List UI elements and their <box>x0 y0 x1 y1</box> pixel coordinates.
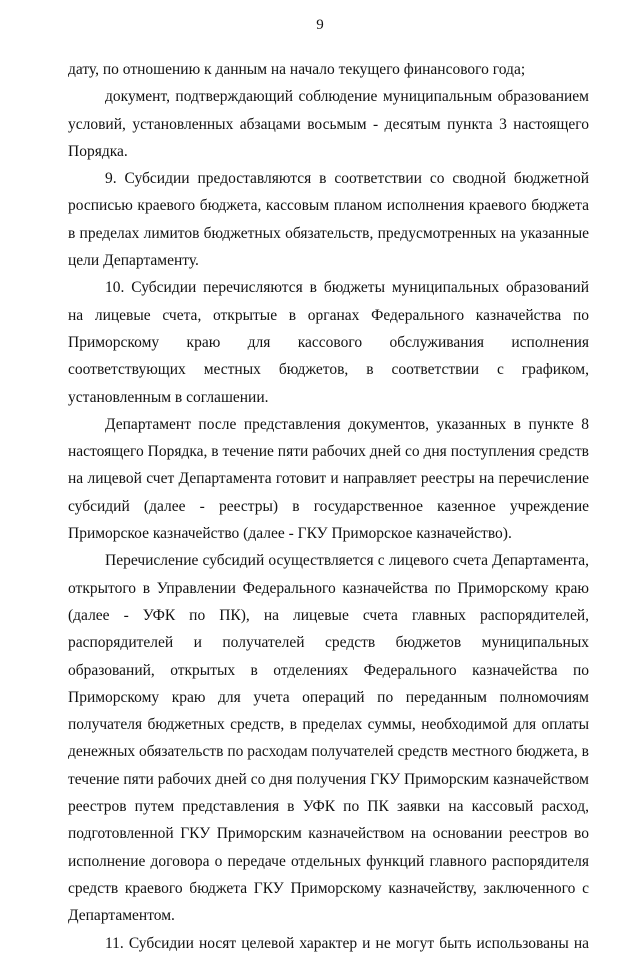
paragraph-department-registers: Департамент после представления документов, указанных в пункте 8 настоящего Порядка, в течение пяти рабочих дней со дня поступления средств на лицевой счет Департамента готовит и направляет реестры на перечисление субсидий (далее - реестры) в государственное казенное учреждение Приморское казначейство (далее - ГКУ Приморское казначейство). <box>68 415 589 543</box>
page-number: 9 <box>316 17 324 33</box>
paragraph-subsidy-transfer: Перечисление субсидий осуществляется с лицевого счета Департамента, открытого в Управлении Федерального казначейства по Приморскому краю (далее - УФК по ПК), на лицевые счета главных распорядителей, распорядителей и получателей средств бюджетов муниципальных образований, открытых в отделениях Федерального казначейства по Приморскому краю для учета операций по переданным полномочиям получателя бюджетных средств, в пределах суммы, необходимой для оплаты денежных обязательств по расходам получателей средств местного бюджета, в течение пяти рабочих дней со дня получения ГКУ Приморским казначейством реестров путем представления в УФК по ПК заявки на кассовый расход, подготовленной ГКУ Приморским казначейством на основании реестров во исполнение договора о передаче отдельных функций главного распорядителя средств краевого бюджета ГКУ Приморскому казначейству, заключенного с Департаментом. <box>68 552 589 925</box>
document-body <box>68 56 589 957</box>
paragraph-document-confirmation: документ, подтверждающий соблюдение муниципальным образованием условий, установленных абзацами восьмым - десятым пункта 3 настоящего Порядка. <box>68 88 589 160</box>
paragraph-item-9: 9. Субсидии предоставляются в соответствии со сводной бюджетной росписью краевого бюджета, кассовым планом исполнения краевого бюджета в пределах лимитов бюджетных обязательств, предусмотренных на указанные цели Департаменту. <box>68 170 589 270</box>
paragraph-item-10: 10. Субсидии перечисляются в бюджеты муниципальных образований на лицевые счета, открытые в органах Федерального казначейства по Приморскому краю для кассового обслуживания исполнения соответствующих местных бюджетов, в соответствии с графиком, установленным в соглашении. <box>68 279 589 406</box>
paragraph-item-11: 11. Субсидии носят целевой характер и не могут быть использованы на <box>105 934 589 952</box>
paragraph-continuation: дату, по отношению к данным на начало текущего финансового года; <box>68 61 526 78</box>
